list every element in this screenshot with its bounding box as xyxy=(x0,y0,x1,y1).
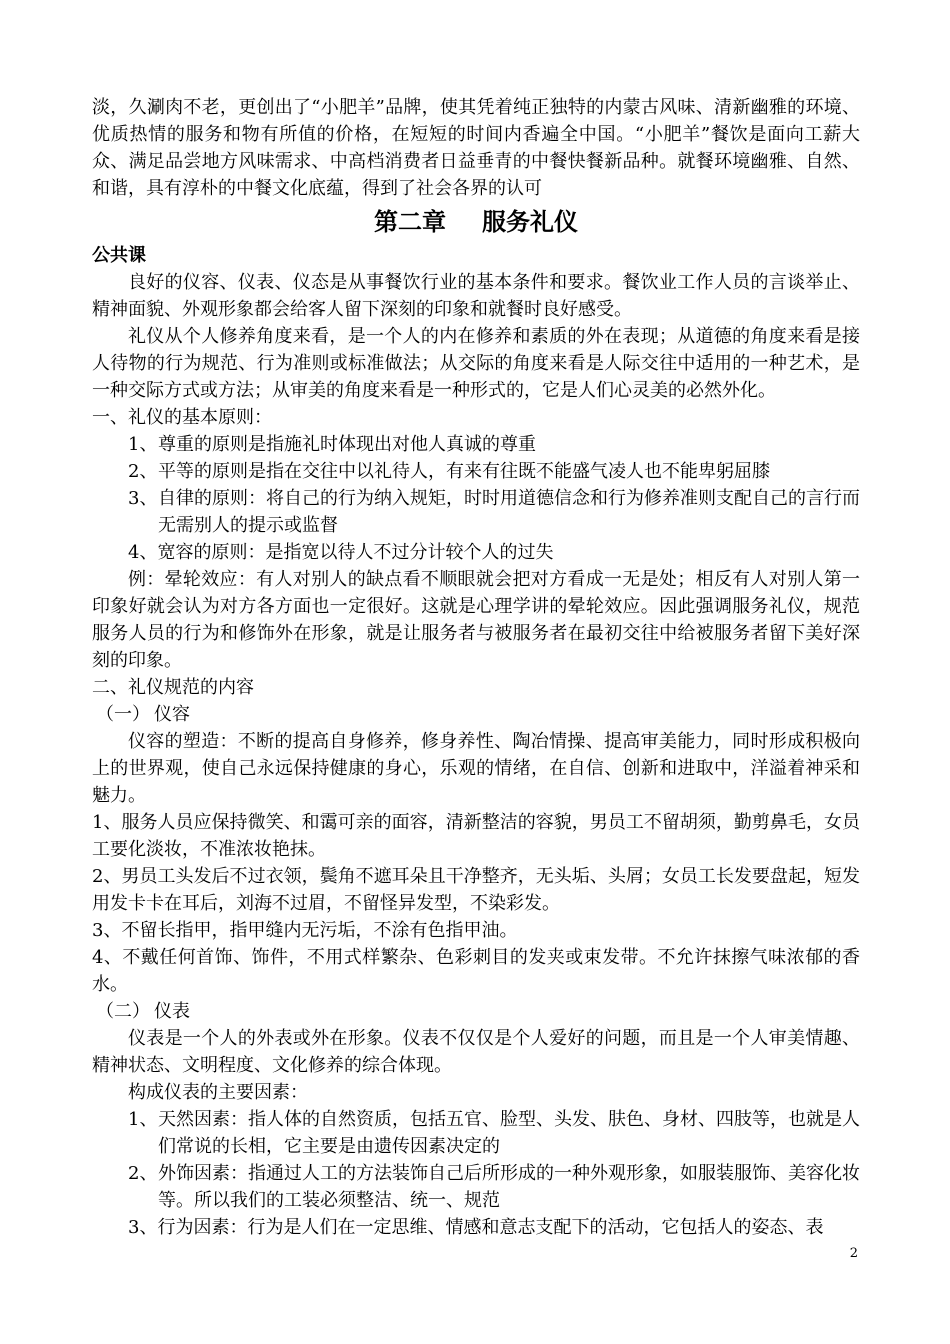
principle-item-text: 尊重的原则是指施礼时体现出对他人真诚的尊重 xyxy=(158,434,536,455)
demeanor-factor-number: 2、 xyxy=(128,1163,158,1184)
principle-item-tolerance: 4、宽容的原则：是指宽以待人不过分计较个人的过失 xyxy=(128,542,554,563)
appearance-subheading xyxy=(92,701,860,728)
demeanor-subheading xyxy=(92,998,860,1025)
demeanor-factor-behavior: 3、行为因素：行为是人们在一定思维、情感和意志支配下的活动，它包括人的姿态、表 xyxy=(128,1217,824,1238)
principle-item xyxy=(92,431,860,458)
principle-item-text: 平等的原则是指在交往中以礼待人，有来有往既不能盛气凌人也不能卑躬屈膝 xyxy=(158,461,770,482)
intro-continuation-paragraph: 淡，久涮肉不老，更创出了“小肥羊”品牌，使其凭着纯正独特的内蒙古风味、清新幽雅的环境、优质热情的服务和物有所值的价格，在短短的时间内香遍全中国。“小肥羊”餐饮是面向工薪大众、满足品尝地方风味需求、中高档消费者日益垂青的中餐快餐新品种。就餐环境幽雅、自然、和谐，具有淳朴的中餐文化底蕴，得到了社会各界的认可 xyxy=(92,97,860,199)
demeanor-factor-text: 外饰因素：指通过人工的方法装饰自己后所形成的一种外观形象，如服装服饰、美容化妆等。所以我们的工装必须整洁、统一、规范 xyxy=(158,1163,860,1211)
appearance-intro-paragraph: 仪容的塑造：不断的提高自身修养，修身养性、陶冶情操、提高审美能力，同时形成积极向上的世界观，使自己永远保持健康的身心，乐观的情绪，在自信、创新和进取中，洋溢着神采和魅力。 xyxy=(92,731,860,806)
demeanor-subheading-label: 仪表 xyxy=(154,1001,190,1022)
paragraph-etiquette-definition: 礼仪从个人修养角度来看，是一个人的内在修养和素质的外在表现；从道德的角度来看是接人待物的行为规范、行为准则或标准做法；从交际的角度来看是人际交往中适用的一种艺术，是一种交际方式或方法；从审美的角度来看是一种形式的，它是人们心灵美的必然外化。 xyxy=(92,326,860,401)
appearance-subheading-number: （一） xyxy=(96,704,150,725)
section-label: 公共课 xyxy=(92,245,146,266)
chapter-name: 服务礼仪 xyxy=(482,208,578,236)
paragraph-etiquette-basics: 良好的仪容、仪表、仪态是从事餐饮行业的基本条件和要求。餐饮业工作人员的言谈举止、精神面貌、外观形象都会给客人留下深刻的印象和就餐时良好感受。 xyxy=(92,272,860,320)
norms-heading: 二、礼仪规范的内容 xyxy=(92,677,254,698)
demeanor-factor-text: 天然因素：指人体的自然资质，包括五官、脸型、头发、肤色、身材、四肢等，也就是人们常说的长相，它主要是由遗传因素决定的 xyxy=(158,1109,860,1157)
principle-item xyxy=(92,458,860,485)
demeanor-factor-item xyxy=(92,1106,860,1160)
demeanor-intro-paragraph: 仪表是一个人的外表或外在形象。仪表不仅仅是个人爱好的问题，而且是一个人审美情趣、精神状态、文明程度、文化修养的综合体现。 xyxy=(92,1028,860,1076)
demeanor-factors-heading: 构成仪表的主要因素： xyxy=(128,1082,308,1103)
page-number: 2 xyxy=(849,1246,858,1261)
chapter-number: 第二章 xyxy=(374,208,446,236)
halo-effect-example: 例：晕轮效应：有人对别人的缺点看不顺眼就会把对方看成一无是处；相反有人对别人第一印象好就会认为对方各方面也一定很好。这就是心理学讲的晕轮效应。因此强调服务礼仪，规范服务人员的行为和修饰外在形象，就是让服务者与被服务者在最初交往中给被服务者留下美好深刻的印象。 xyxy=(92,569,860,671)
chapter-title xyxy=(92,202,860,242)
appearance-rule: 3、不留长指甲，指甲缝内无污垢，不涂有色指甲油。 xyxy=(92,920,518,941)
appearance-subheading-label: 仪容 xyxy=(154,704,190,725)
demeanor-factor-item xyxy=(92,1160,860,1214)
demeanor-subheading-number: （二） xyxy=(96,1001,150,1022)
principle-item-text: 自律的原则：将自己的行为纳入规矩，时时用道德信念和行为修养准则支配自己的言行而无需别人的提示或监督 xyxy=(158,488,860,536)
principles-heading: 一、礼仪的基本原则： xyxy=(92,407,272,428)
principle-item xyxy=(92,485,860,539)
page-content xyxy=(92,94,860,1241)
principle-item-number: 2、 xyxy=(128,461,158,482)
appearance-rule: 2、男员工头发后不过衣领，鬓角不遮耳朵且干净整齐，无头垢、头屑；女员工长发要盘起，短发用发卡卡在耳后，刘海不过眉，不留怪异发型，不染彩发。 xyxy=(92,866,860,914)
appearance-rule: 4、不戴任何首饰、饰件，不用式样繁杂、色彩刺目的发夹或束发带。不允许抹擦气味浓郁的香水。 xyxy=(92,947,860,995)
demeanor-factor-number: 1、 xyxy=(128,1109,158,1130)
principle-item-number: 1、 xyxy=(128,434,158,455)
principle-item-number: 3、 xyxy=(128,488,158,509)
appearance-rule: 1、服务人员应保持微笑、和霭可亲的面容，清新整洁的容貌，男员工不留胡须，勤剪鼻毛，女员工要化淡妆，不准浓妆艳抹。 xyxy=(92,812,860,860)
